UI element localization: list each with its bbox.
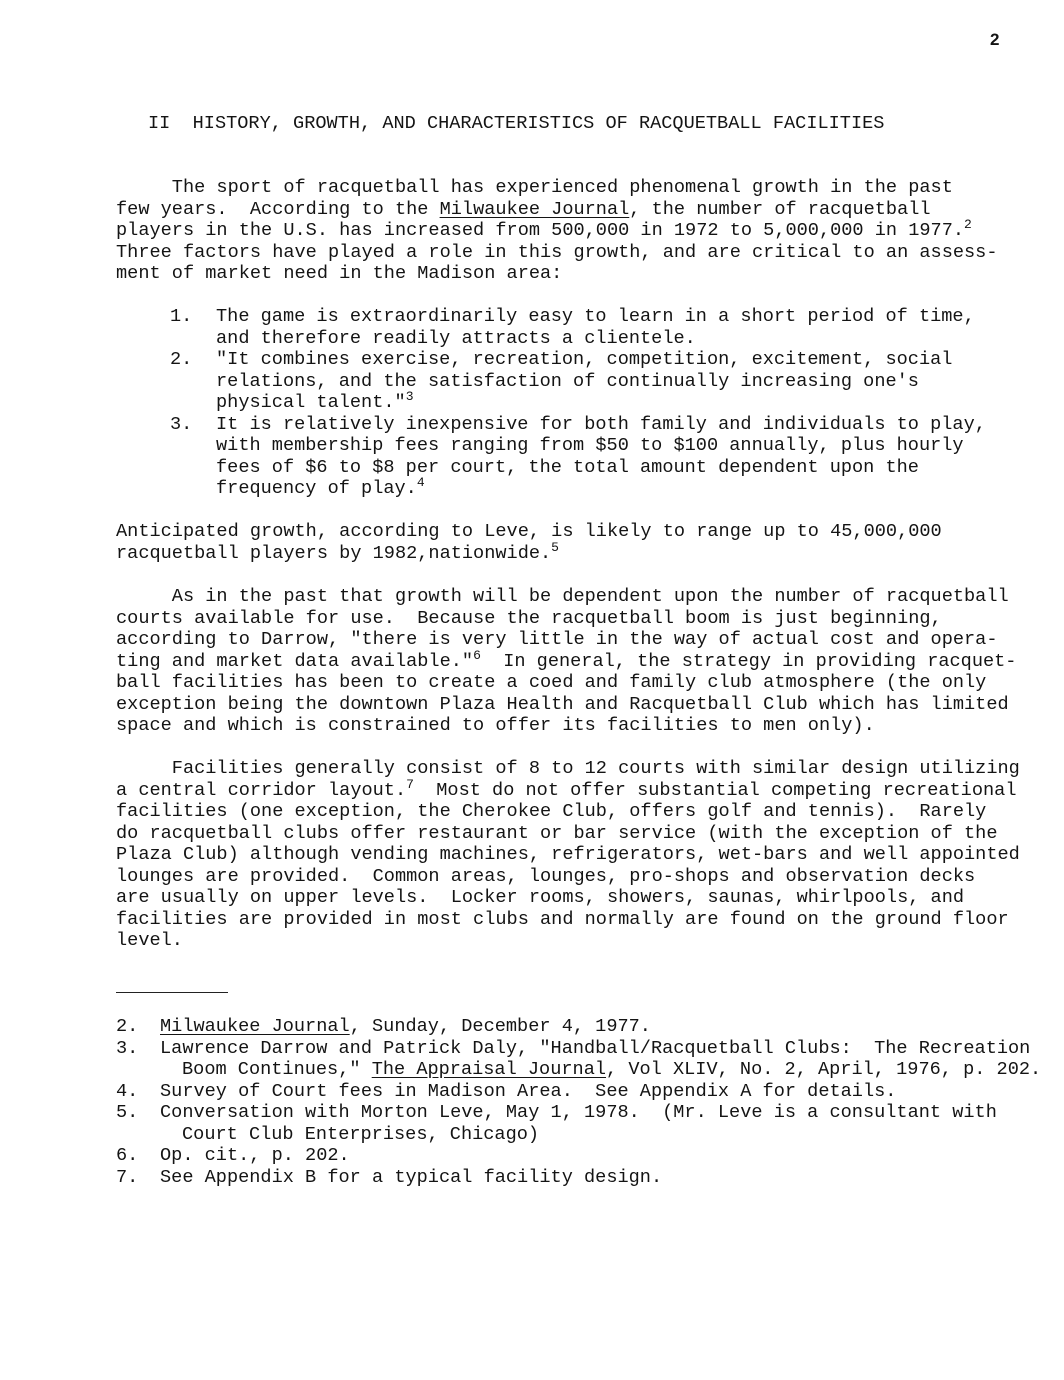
text-line: ball facilities has been to create a coed and family club atmosphere (the only [116, 672, 987, 693]
text-line: The sport of racquetball has experienced phenomenal growth in the past [116, 177, 953, 198]
list-number: 1. [170, 306, 193, 327]
text-line: Anticipated growth, according to Leve, is likely to range up to 45,000,000 [116, 521, 942, 542]
text-line: "It combines exercise, recreation, competition, excitement, social [216, 349, 953, 370]
text-line: Conversation with Morton Leve, May 1, 1978. (Mr. Leve is a consultant with [160, 1102, 997, 1123]
text-line: few years. According to the Milwaukee Journal, the number of racquetball [116, 198, 931, 220]
footnote [116, 1016, 1046, 1038]
journal-title: The Appraisal Journal [371, 1059, 607, 1080]
footnote [116, 1038, 1046, 1081]
journal-title: Milwaukee Journal [160, 1016, 350, 1037]
text-line: facilities (one exception, the Cherokee Club, offers golf and tennis). Rarely [116, 801, 987, 822]
text-line: Facilities generally consist of 8 to 12 courts with similar design utilizing [116, 758, 1020, 779]
text-line: Plaza Club) although vending machines, refrigerators, wet-bars and well appointed [116, 844, 1020, 865]
text-line: players in the U.S. has increased from 500,000 in 1972 to 5,000,000 in 1977.$^2$ [116, 217, 972, 241]
text-line: level. [116, 930, 183, 951]
footnote-ref: 2 [964, 217, 972, 232]
factor-list [170, 306, 1010, 500]
footnote [116, 1167, 1046, 1189]
text-line: are usually on upper levels. Locker rooms, showers, saunas, whirlpools, and [116, 887, 965, 908]
footnote-number: 7. [116, 1166, 139, 1188]
footnote [116, 1081, 1046, 1103]
footnote [116, 1102, 1046, 1145]
text-line: a central corridor layout.$^7$ Most do not offer substantial competing recreational [116, 776, 1017, 801]
text-line: space and which is constrained to offer its facilities to men only). [116, 715, 875, 736]
text-line: Boom Continues," The Appraisal Journal, Vol XLIV, No. 2, April, 1976, p. 202. [182, 1059, 1042, 1080]
text-line: As in the past that growth will be dependent upon the number of racquetball [116, 586, 1009, 607]
text-line: fees of $6 to $8 per court, the total amount dependent upon the [216, 456, 919, 478]
list-item [170, 306, 1010, 349]
section-title: II HISTORY, GROWTH, AND CHARACTERISTICS OF RACQUETBALL FACILITIES [148, 113, 885, 134]
footnote-ref: 3 [405, 389, 414, 404]
text-line: exception being the downtown Plaza Health and Racquetball Club which has limited [116, 693, 1009, 715]
journal-title: Milwaukee Journal [439, 198, 630, 220]
text-line: Survey of Court fees in Madison Area. See Appendix A for details. [160, 1080, 897, 1102]
paragraph-growth [116, 521, 1016, 564]
footnote-number: 4. [116, 1080, 139, 1102]
text-line: Court Club Enterprises, Chicago) [182, 1123, 540, 1145]
text-line: Milwaukee Journal, Sunday, December 4, 1977. [160, 1016, 651, 1037]
footnote-ref: 7 [406, 776, 414, 792]
footnotes [116, 1016, 1046, 1188]
text-line: See Appendix B for a typical facility design. [160, 1166, 663, 1188]
text-line: courts available for use. Because the racquetball boom is just beginning, [116, 607, 942, 629]
text-line: physical talent."$^3$ [216, 389, 414, 413]
page-number: 2 [990, 30, 1000, 49]
text-line: facilities are provided in most clubs and normally are found on the ground floor [116, 908, 1009, 930]
footnote [116, 1145, 1046, 1167]
text-line: lounges are provided. Common areas, lounges, pro-shops and observation decks [116, 865, 976, 887]
text-line: Three factors have played a role in this growth, and are critical to an assess- [116, 241, 998, 263]
text-line: Op. cit., p. 202. [160, 1145, 350, 1166]
footnote-ref: 5 [551, 539, 559, 555]
text-line: It is relatively inexpensive for both family and individuals to play, [216, 413, 986, 435]
text-line: Lawrence Darrow and Patrick Daly, "Handball/Racquetball Clubs: The Recreation [160, 1037, 1031, 1059]
paragraph-facilities [116, 758, 1020, 952]
text-line: The game is extraordinarily easy to learn in a short period of time, [216, 306, 975, 327]
footnote-divider [116, 992, 228, 993]
text-line: racquetball players by 1982,nationwide.$^5$ [116, 539, 559, 564]
list-number: 2. [170, 349, 193, 370]
text-line: with membership fees ranging from $50 to $100 annually, plus hourly [216, 435, 964, 456]
footnote-number: 6. [116, 1145, 139, 1166]
text-line: and therefore readily attracts a clientele. [216, 327, 696, 349]
text-line: ment of market need in the Madison area: [116, 263, 563, 284]
paragraph-courts [116, 586, 1016, 737]
text-line: frequency of play.$^4$ [216, 475, 425, 499]
list-item [170, 414, 1010, 500]
footnote-ref: 6 [473, 647, 481, 663]
footnote-number: 3. [116, 1037, 139, 1059]
text-line: according to Darrow, "there is very little in the way of actual cost and opera- [116, 629, 998, 650]
list-number: 3. [170, 413, 193, 435]
footnote-number: 5. [116, 1102, 139, 1123]
text-line: do racquetball clubs offer restaurant or bar service (with the exception of the [116, 822, 998, 844]
footnote-ref: 4 [416, 475, 425, 490]
text-line: ting and market data available."$^6$ In general, the strategy in providing racquet- [116, 647, 1017, 672]
paragraph-intro [116, 177, 1016, 285]
text-line: relations, and the satisfaction of continually increasing one's [216, 370, 919, 392]
footnote-number: 2. [116, 1016, 139, 1037]
list-item [170, 349, 1010, 414]
